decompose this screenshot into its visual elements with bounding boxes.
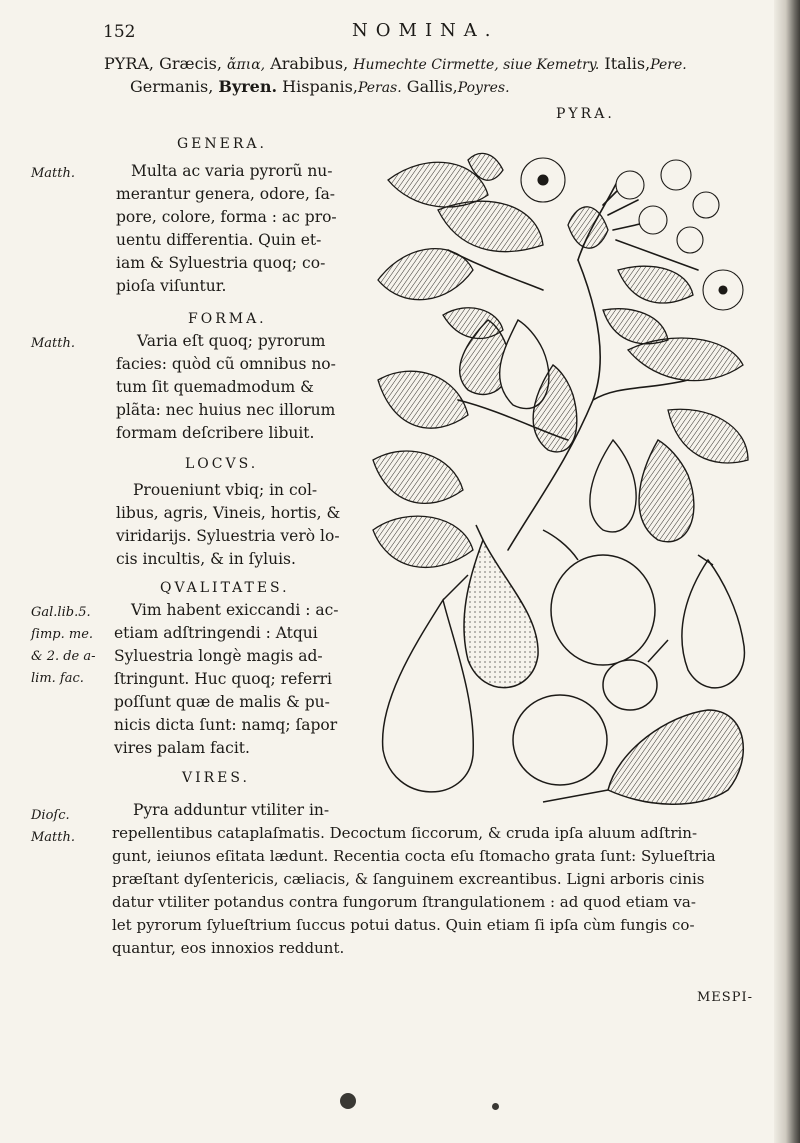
text-line: merantur genera, odore, ſa- xyxy=(116,185,336,203)
running-header: NOMINA. xyxy=(352,20,499,41)
names-line-1 xyxy=(104,54,687,73)
genera-margin-note: Matth. xyxy=(31,166,76,181)
label-italis: Italis, xyxy=(604,54,651,73)
text-line: tum ſit quemadmodum & xyxy=(116,378,314,396)
text-line: iam & Syluestria quoq; co- xyxy=(116,254,326,272)
figure-caption: PYRA. xyxy=(556,106,615,122)
italian-name: Pere. xyxy=(650,57,687,73)
text-line: viridarijs. Syluestria verò lo- xyxy=(116,527,340,545)
name-pyra: PYRA, xyxy=(104,54,155,73)
text-line: libus, agris, Vineis, hortis, & xyxy=(116,504,341,522)
text-line: gunt, ieiunos eſitata lædunt. Recentia cocta eſu ſtomacho grata ſunt: Sylueſtria xyxy=(112,847,716,865)
margin-note: ſimp. me. xyxy=(31,627,94,642)
margin-note: Matth. xyxy=(31,830,76,845)
text-line: pioſa viſuntur. xyxy=(116,277,227,295)
margin-note: Gal.lib.5. xyxy=(31,605,91,620)
book-spine-shadow xyxy=(774,0,800,1143)
text-line: Multa ac varia pyrorũ nu- xyxy=(131,162,333,180)
ink-smudge xyxy=(340,1093,356,1109)
pear-woodcut-illustration xyxy=(368,140,758,810)
text-line: vires palam facit. xyxy=(114,739,250,757)
margin-note: lim. fac. xyxy=(31,671,84,686)
locus-heading: LOCVS. xyxy=(185,456,259,472)
text-line: facies: quòd cũ omnibus no- xyxy=(116,355,336,373)
forma-heading: FORMA. xyxy=(188,311,267,327)
label-graecis: Græcis, xyxy=(159,54,222,73)
text-line: ſtringunt. Huc quoq; referri xyxy=(114,670,332,688)
text-line: nicis dicta ſunt: namq; ſapor xyxy=(114,716,338,734)
german-name: Byren. xyxy=(218,77,278,96)
text-line: cis incultis, & in ſyluis. xyxy=(116,550,296,568)
text-line: etiam adſtringendi : Atqui xyxy=(114,624,318,642)
page-number: 152 xyxy=(103,22,136,42)
greek-name: ἄπια, xyxy=(227,57,266,73)
arabic-name: Humechte Cirmette, siue Kemetry. xyxy=(353,57,600,73)
qualitates-heading: QVALITATES. xyxy=(160,580,290,596)
names-line-2 xyxy=(130,77,510,96)
text-line: uentu differentia. Quin et- xyxy=(116,231,322,249)
ink-smudge xyxy=(492,1103,499,1110)
french-name: Poyres. xyxy=(457,80,510,96)
text-line: poſſunt quæ de malis & pu- xyxy=(114,693,330,711)
text-line: Vim habent exiccandi : ac- xyxy=(131,601,339,619)
text-line: repellentibus cataplaſmatis. Decoctum ſiccorum, & cruda ipſa aluum adſtrin- xyxy=(112,824,698,842)
margin-note: & 2. de a- xyxy=(31,649,96,664)
text-line: Syluestria longè magis ad- xyxy=(114,647,323,665)
text-line: let pyrorum ſylueſtrium ſuccus potui datus. Quin etiam ſi ipſa cùm fungis co- xyxy=(112,916,695,934)
text-line: præſtant dyſentericis, cæliacis, & ſanguinem excreantibus. Ligni arboris cinis xyxy=(112,870,705,888)
spanish-name: Peras. xyxy=(357,80,402,96)
label-gallis: Gallis, xyxy=(406,77,458,96)
margin-note: Dioſc. xyxy=(31,808,70,823)
text-line: plãta: nec huius nec illorum xyxy=(116,401,336,419)
text-line: Varia eſt quoq; pyrorum xyxy=(137,332,326,350)
vires-heading: VIRES. xyxy=(182,770,250,786)
forma-margin-note: Matth. xyxy=(31,336,76,351)
text-line: Pyra adduntur vtiliter in- xyxy=(133,801,330,819)
genera-heading: GENERA. xyxy=(177,136,267,152)
label-germanis: Germanis, xyxy=(130,77,214,96)
text-line: formam deſcribere libuit. xyxy=(116,424,315,442)
text-line: datur vtiliter potandus contra fungorum ſtrangulationem : ad quod etiam va- xyxy=(112,893,696,911)
label-arabibus: Arabibus, xyxy=(270,54,349,73)
text-line: pore, colore, forma : ac pro- xyxy=(116,208,337,226)
text-line: quantur, eos innoxios reddunt. xyxy=(112,939,345,957)
text-line: Proueniunt vbiq; in col- xyxy=(133,481,318,499)
catchword: MESPI- xyxy=(697,990,753,1005)
label-hispanis: Hispanis, xyxy=(282,77,358,96)
